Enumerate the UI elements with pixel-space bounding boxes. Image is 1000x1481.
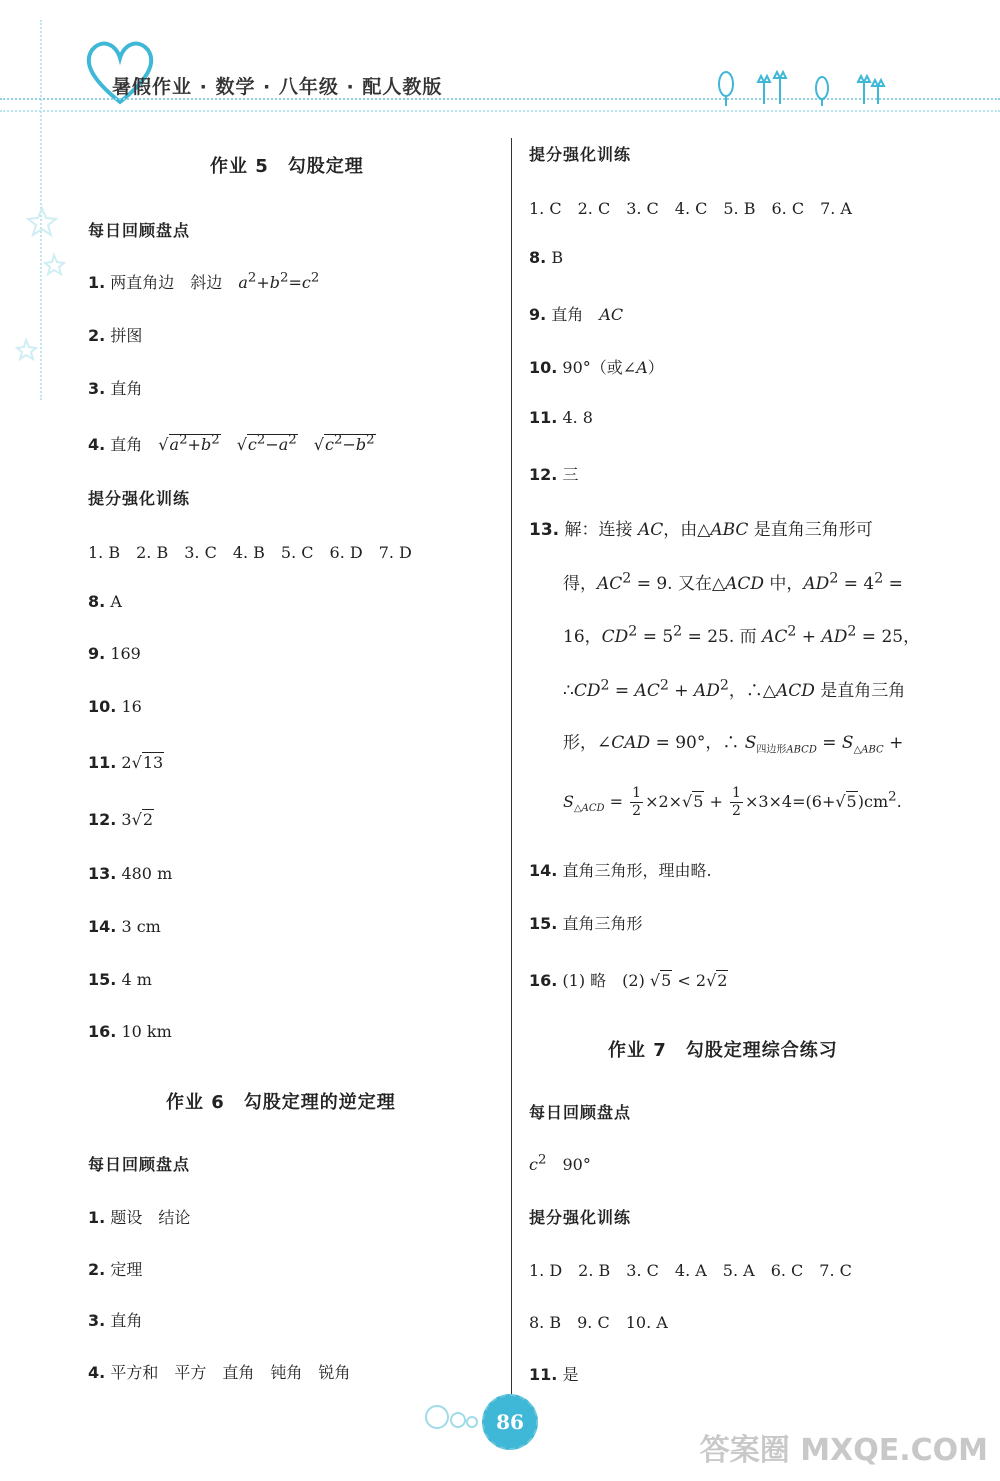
bubble-icon <box>450 1412 466 1428</box>
answer-line: 9. 169 <box>88 644 141 663</box>
answer-line: 1. D 2. B 3. C 4. A 5. A 6. C 7. C <box>529 1261 852 1280</box>
training-heading: 提分强化训练 <box>88 489 191 508</box>
answer-line: 2. 定理 <box>88 1260 143 1279</box>
answer-line: 16. (1) 略 (2) √5 < 2√2 <box>529 971 728 990</box>
review-heading: 每日回顾盘点 <box>88 221 191 240</box>
solution-line: 得，$AC^2 = 9$. 又在△ACD 中，$AD^2 = 4^2$ = <box>563 570 903 594</box>
column-divider <box>511 138 512 1398</box>
answer-line: 8. B <box>529 248 564 267</box>
answer-line: 11. 4. 8 <box>529 408 593 427</box>
solution-line: $S_{\triangle ACD}$ = $\frac{1}{2}$ ×2×√5 + $\frac{1}{2}$ $\times 3\times 4=(6+√5)cm^2$. <box>563 785 902 819</box>
answer-line: 1. 两直角边 斜边 $a^2+b^2=c^2$ <box>88 270 320 292</box>
answer-line: 11. 是 <box>529 1365 579 1384</box>
answer-line: 11. 2√13 <box>88 753 164 772</box>
answer-line: 16. 10 km <box>88 1022 172 1041</box>
answer-line: 3. 直角 <box>88 379 143 398</box>
answer-line: 8. A <box>88 592 122 611</box>
solution-line: 形，∠CAD = 90°，∴ $S_{四边形ABCD} = S_{\triangle ABC}$ + <box>563 733 904 756</box>
answer-line: 14. 直角三角形，理由略. <box>529 861 712 880</box>
solution-line: $\therefore CD^2 = AC^2 + AD^2$，∴△ACD 是直角三角 <box>563 677 906 701</box>
answer-line: 12. 3√2 <box>88 810 153 829</box>
section-title-6: 作业 6 勾股定理的逆定理 <box>166 1092 396 1113</box>
bubble-icon <box>466 1416 478 1428</box>
answer-line: 9. 直角 AC <box>529 305 624 324</box>
answer-line: $c^2$ 90° <box>529 1152 591 1174</box>
answer-line: 15. 直角三角形 <box>529 914 643 933</box>
header-divider-2 <box>0 110 1000 112</box>
bubble-icon <box>425 1405 449 1429</box>
answer-line: 14. 3 cm <box>88 917 161 936</box>
answer-line: 12. 三 <box>529 465 579 484</box>
watermark: 答案圈 MXQE.COM <box>699 1433 988 1468</box>
answer-line: 2. 拼图 <box>88 326 143 345</box>
answer-line: 1. 题设 结论 <box>88 1208 191 1227</box>
review-heading: 每日回顾盘点 <box>88 1155 191 1174</box>
answer-line: 8. B 9. C 10. A <box>529 1313 668 1332</box>
answer-line: 4. 平方和 平方 直角 钝角 锐角 <box>88 1363 351 1382</box>
header-title: 暑假作业 · 数学 · 八年级 · 配人教版 <box>112 76 443 98</box>
training-heading: 提分强化训练 <box>529 145 632 164</box>
answer-line: 3. 直角 <box>88 1311 143 1330</box>
answer-line: 15. 4 m <box>88 970 152 989</box>
review-heading: 每日回顾盘点 <box>529 1103 632 1122</box>
section-title-7: 作业 7 勾股定理综合练习 <box>608 1040 838 1061</box>
training-heading: 提分强化训练 <box>529 1208 632 1227</box>
solution-line: 16，$CD^2 = 5^2 = 25$. 而 $AC^2 + AD^2 = 25$， <box>563 623 921 647</box>
answer-line: 1. C 2. C 3. C 4. C 5. B 6. C 7. A <box>529 199 852 218</box>
answer-line: 1. B 2. B 3. C 4. B 5. C 6. D 7. D <box>88 543 412 562</box>
section-title-5: 作业 5 勾股定理 <box>210 156 364 177</box>
answer-line: 10. 16 <box>88 697 142 716</box>
decorative-stars-icon <box>14 200 74 380</box>
answer-line: 4. 直角 $√a^2+b^2$ $√c^2-a^2$ $√c^2-b^2$ <box>88 432 375 454</box>
flowers-icon <box>712 66 902 108</box>
answer-line: 13. 480 m <box>88 864 173 883</box>
answer-line: 10. 90°（或∠A） <box>529 358 664 377</box>
page-number: 86 <box>482 1394 538 1450</box>
solution-line: 13. 解：连接 AC，由△ABC 是直角三角形可 <box>529 520 873 540</box>
